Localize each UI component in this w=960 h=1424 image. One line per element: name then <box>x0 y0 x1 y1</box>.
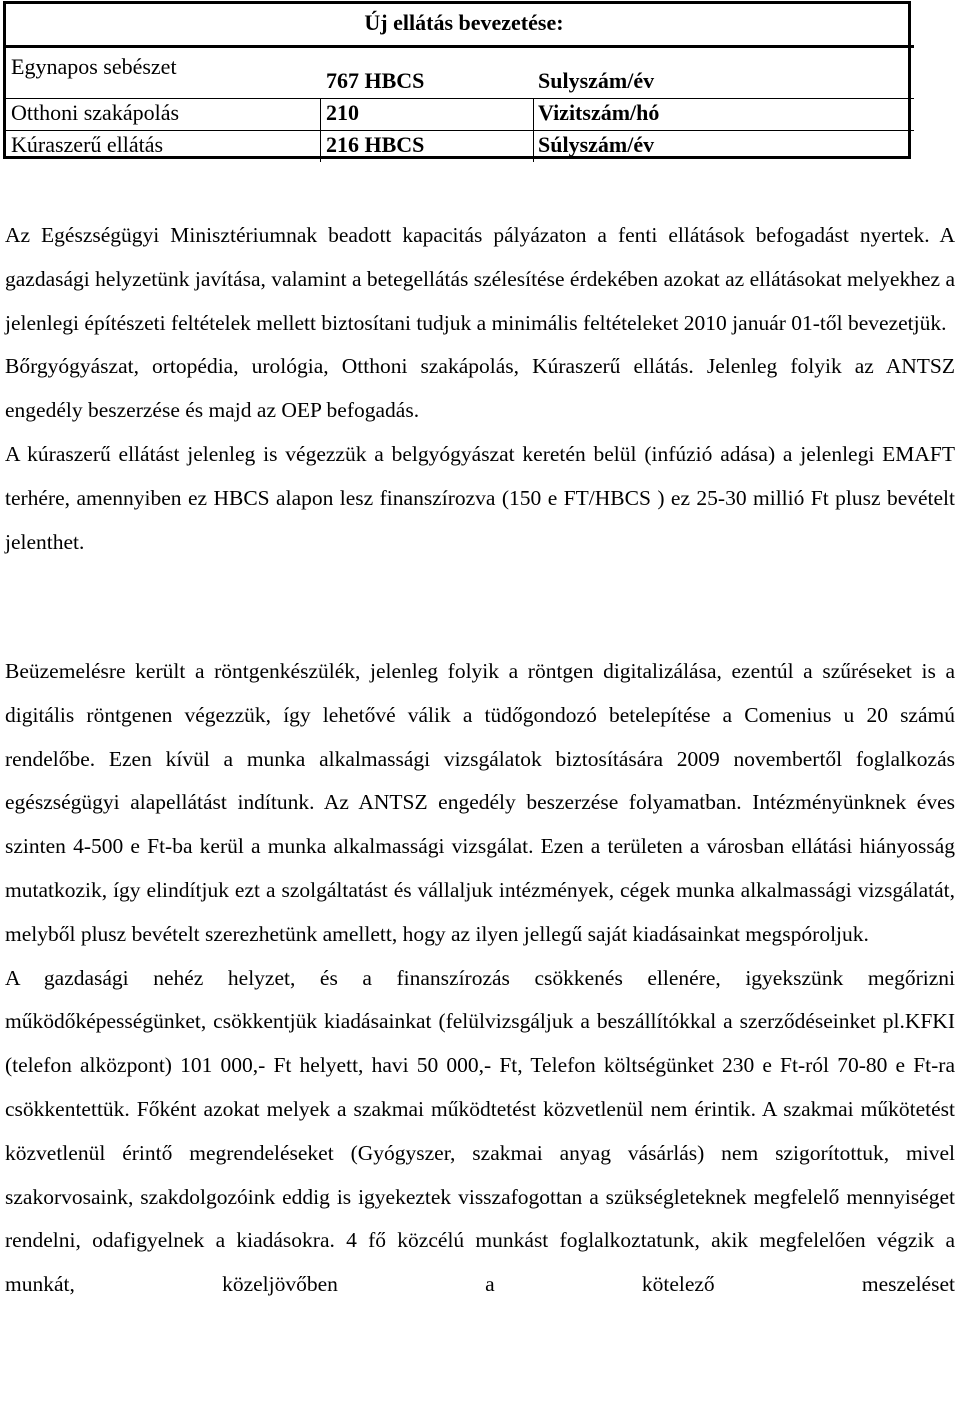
table-column-divider <box>320 98 321 162</box>
table-divider <box>6 98 914 99</box>
row-3-value: 216 HBCS <box>326 132 425 157</box>
row-3-unit: Súlyszám/év <box>538 132 655 157</box>
row-1-unit: Sulyszám/év <box>538 68 655 93</box>
new-services-table <box>3 1 911 159</box>
row-2-value: 210 <box>326 100 359 125</box>
row-3-name: Kúraszerű ellátás <box>11 132 164 157</box>
paragraph-specialties: Bőrgyógyászat, ortopédia, urológia, Otthoni szakápolás, Kúraszerű ellátás. Jelenleg folyik az ANTSZ engedély beszerzése és majd az OEP befogadás. <box>5 354 955 423</box>
table-column-divider <box>533 98 534 162</box>
paragraph-economy: A gazdasági nehéz helyzet, és a finanszírozás csökkenés ellenére, igyekszünk megőrizni működőképességünket, csökkentjük kiadásainkat (felülvizsgáljuk a beszállítókkal a szerződéseinket pl.KFKI (telefon alközpont) 101 000,- Ft helyett, havi 50 000,- Ft, Telefon költségünket 230 e Ft-ról 70-80 e Ft-ra csökkentettük. Főként azokat melyek a szakmai működtetést közvetlenül nem érintik. A szakmai műkötetést közvetlenül érintő megrendeléseket (Gyógyszer, szakmai anyag vásárlás) nem szigorítottuk, mivel szakorvosaink, szakdolgozóink eddig is igyekeztek visszafogottan a szükségleteknek megfelelő mennyiséget rendelni, odafigyelnek a kiadásokra. 4 fő közcélú munkást foglalkoztatunk, akik megfelelően végzik a munkát, közeljövőben a kötelező meszeléset <box>5 965 955 1297</box>
paragraph-xray: Beüzemelésre került a röntgenkészülék, jelenleg folyik a röntgen digitalizálása, ezentúl a szűréseket is a digitális röntgenen végezzük, így lehetővé válik a tüdőgondozó betelepítése a Comenius u 20 számú rendelőbe. Ezen kívül a munka alkalmassági vizsgálatok biztosítására 2009 novembertől foglalkozás egészségügyi alapellátást indítunk. Az ANTSZ engedély beszerzése folyamatban. Intézményünknek éves szinten 4-500 e Ft-ba kerül a munka alkalmassági vizsgálat. Ezen a területen a városban ellátási hiányosság mutatkozik, így elindítjuk ezt a szolgáltatást és vállaljuk intézmények, cégek munka alkalmassági vizsgálatát, melyből plusz bevételt szerezhetünk amellett, hogy az ilyen jellegű saját kiadásainkat megspóroljuk. <box>5 659 955 946</box>
paragraph-cure-care: A kúraszerű ellátást jelenleg is végezzük a belgyógyászat keretén belül (infúzió adása) a jelenlegi EMAFT terhére, amennyiben ez HBCS alapon lesz finanszírozva (150 e FT/HBCS ) ez 25-30 millió Ft plusz bevételt jelenthet. <box>5 441 955 554</box>
table-divider <box>6 130 914 131</box>
body-text-top <box>5 214 955 564</box>
row-2-name: Otthoni szakápolás <box>11 100 180 125</box>
body-text-bottom <box>5 650 955 1307</box>
row-1-name: Egynapos sebészet <box>11 54 177 79</box>
table-title: Új ellátás bevezetése: <box>6 4 914 48</box>
row-1-value: 767 HBCS <box>326 68 425 93</box>
paragraph-capacity: Az Egészségügyi Minisztériumnak beadott kapacitás pályázaton a fenti ellátások befogadást nyertek. A gazdasági helyzetünk javítása, valamint a betegellátás szélesítése érdekében azokat az ellátásokat melyekhez a jelenlegi építészeti feltételek mellett biztosítani tudjuk a minimális feltételeket 2010 január 01-től bevezetjük. <box>5 223 955 335</box>
row-2-unit: Vizitszám/hó <box>538 100 660 125</box>
